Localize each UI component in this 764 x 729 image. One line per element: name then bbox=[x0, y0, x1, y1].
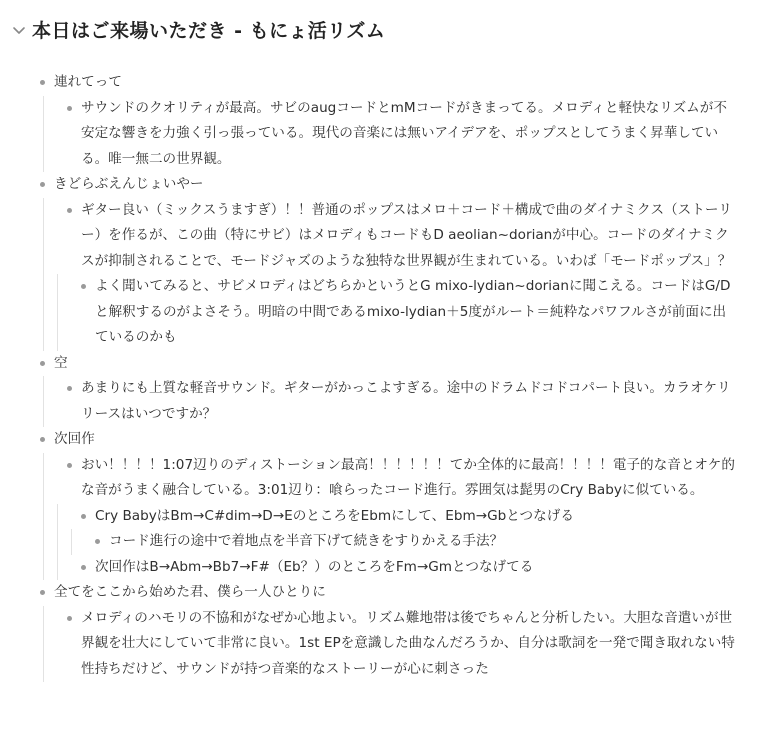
song-title: 次回作 bbox=[54, 431, 95, 447]
nested-list bbox=[43, 453, 735, 581]
outline-item bbox=[30, 351, 735, 428]
outline-subitem bbox=[72, 529, 735, 555]
bullet-dot-icon[interactable] bbox=[40, 590, 45, 595]
bullet-row[interactable] bbox=[58, 555, 735, 581]
outline-list bbox=[30, 70, 735, 682]
bullet-dot-icon[interactable] bbox=[67, 616, 72, 621]
outline-subitem bbox=[58, 555, 735, 581]
outline-item bbox=[30, 70, 735, 172]
bullet-dot-icon[interactable] bbox=[67, 463, 72, 468]
outline-subitem bbox=[44, 376, 735, 427]
outline-subitem bbox=[44, 453, 735, 581]
song-title: きどらぶえんじょいやー bbox=[54, 176, 204, 192]
bullet-dot-icon[interactable] bbox=[40, 80, 45, 85]
song-title: 空 bbox=[54, 354, 68, 371]
note-text: メロディのハモリの不協和がなぜか心地よい。リズム難地帯は後でちゃんと分析したい。大胆な音遣いが世界観を壮大にしていて非常に良い。1st EPを意識した曲なんだろうか、自分は歌詞を一発で聞き取れない特性持ちだけど、サウンドが持つ音楽的なストーリーが心に刺さった bbox=[81, 609, 735, 677]
note-text: おい！！！！1:07辺りのディストーション最高！！！！！！てか全体的に最高！！！！電子的な音とオケ的な音がうまく融合している。3:01辺り：喰らったコード進行。雰囲気は髭男のCry Babyに似ている。 bbox=[81, 456, 735, 498]
bullet-row[interactable] bbox=[30, 172, 735, 198]
bullet-row[interactable] bbox=[44, 453, 735, 504]
bullet-dot-icon[interactable] bbox=[67, 106, 72, 111]
nested-list bbox=[71, 529, 735, 555]
bullet-row[interactable] bbox=[30, 351, 735, 377]
bullet-dot-icon[interactable] bbox=[40, 182, 45, 187]
bullet-dot-icon[interactable] bbox=[81, 514, 86, 519]
bullet-row[interactable] bbox=[44, 198, 735, 275]
note-text: Cry BabyはBm→C#dim→D→EのところをEbmにして、Ebm→Gbとつなげる bbox=[95, 507, 574, 524]
nested-list bbox=[43, 96, 735, 173]
page-title: 本日はご来場いただき - もにょ活リズム bbox=[32, 20, 386, 42]
note-text: サウンドのクオリティが最高。サビのaugコードとmMコードがきまってる。メロディと軽快なリズムが不安定な響きを力強く引っ張っている。現代の音楽には無いアイデアを、ポップスとしてうまく昇華している。唯一無二の世界観。 bbox=[81, 99, 727, 167]
note-text: 次回作はB→Abm→Bb7→F#（Eb？）のところをFm→Gmとつなげてる bbox=[95, 558, 534, 575]
outline-subitem bbox=[44, 198, 735, 351]
outline-subitem bbox=[58, 274, 735, 351]
bullet-dot-icon[interactable] bbox=[67, 208, 72, 213]
bullet-row[interactable] bbox=[44, 376, 735, 427]
nested-list bbox=[43, 376, 735, 427]
chevron-down-icon[interactable] bbox=[10, 21, 28, 39]
note-text: あまりにも上質な軽音サウンド。ギターがかっこよすぎる。途中のドラムドコドコパート良い。カラオケリリースはいつですか？ bbox=[81, 380, 731, 422]
bullet-row[interactable] bbox=[30, 580, 735, 606]
bullet-row[interactable] bbox=[58, 274, 735, 351]
note-text: よく聞いてみると、サビメロディはどちらかというとG mixo-lydian~dorianに聞こえる。コードはG/Dと解釈するのがよさそう。明暗の中間であるmixo-lydian＋5度がルート＝純粋なパワフルさが前面に出ているのかも bbox=[95, 278, 731, 345]
bullet-dot-icon[interactable] bbox=[67, 386, 72, 391]
nested-list bbox=[57, 504, 735, 581]
bullet-row[interactable] bbox=[58, 504, 735, 530]
bullet-row[interactable] bbox=[44, 606, 735, 683]
bullet-row[interactable] bbox=[44, 96, 735, 173]
outline-item bbox=[30, 580, 735, 682]
bullet-row[interactable] bbox=[72, 529, 735, 555]
bullet-dot-icon[interactable] bbox=[81, 565, 86, 570]
nested-list bbox=[43, 606, 735, 683]
bullet-dot-icon[interactable] bbox=[40, 361, 45, 366]
nested-list bbox=[43, 198, 735, 351]
outline-item bbox=[30, 172, 735, 351]
page-header bbox=[10, 16, 385, 43]
outline-subitem bbox=[44, 606, 735, 683]
outline-item bbox=[30, 427, 735, 580]
outline-root bbox=[30, 70, 735, 682]
bullet-row[interactable] bbox=[30, 427, 735, 453]
bullet-dot-icon[interactable] bbox=[40, 437, 45, 442]
outline-subitem bbox=[58, 504, 735, 555]
bullet-dot-icon[interactable] bbox=[95, 539, 100, 544]
bullet-row[interactable] bbox=[30, 70, 735, 96]
song-title: 連れてって bbox=[54, 74, 122, 90]
bullet-dot-icon[interactable] bbox=[81, 284, 86, 289]
note-text: ギター良い（ミックスうますぎ）！！普通のポップスはメロ＋コード＋構成で曲のダイナミクス（ストーリー）を作るが、この曲（特にサビ）はメロディもコードもD aeolian~dorianが中心。コードのダイナミクスが抑制されることで、モードジャズのような独特な世界観が生まれている。いわば「モードポップス」？ bbox=[81, 201, 733, 269]
note-text: コード進行の途中で着地点を半音下げて続きをすりかえる手法？ bbox=[109, 533, 504, 549]
nested-list bbox=[57, 274, 735, 351]
song-title: 全てをここから始めた君、僕ら一人ひとりに bbox=[54, 584, 326, 600]
outline-subitem bbox=[44, 96, 735, 173]
